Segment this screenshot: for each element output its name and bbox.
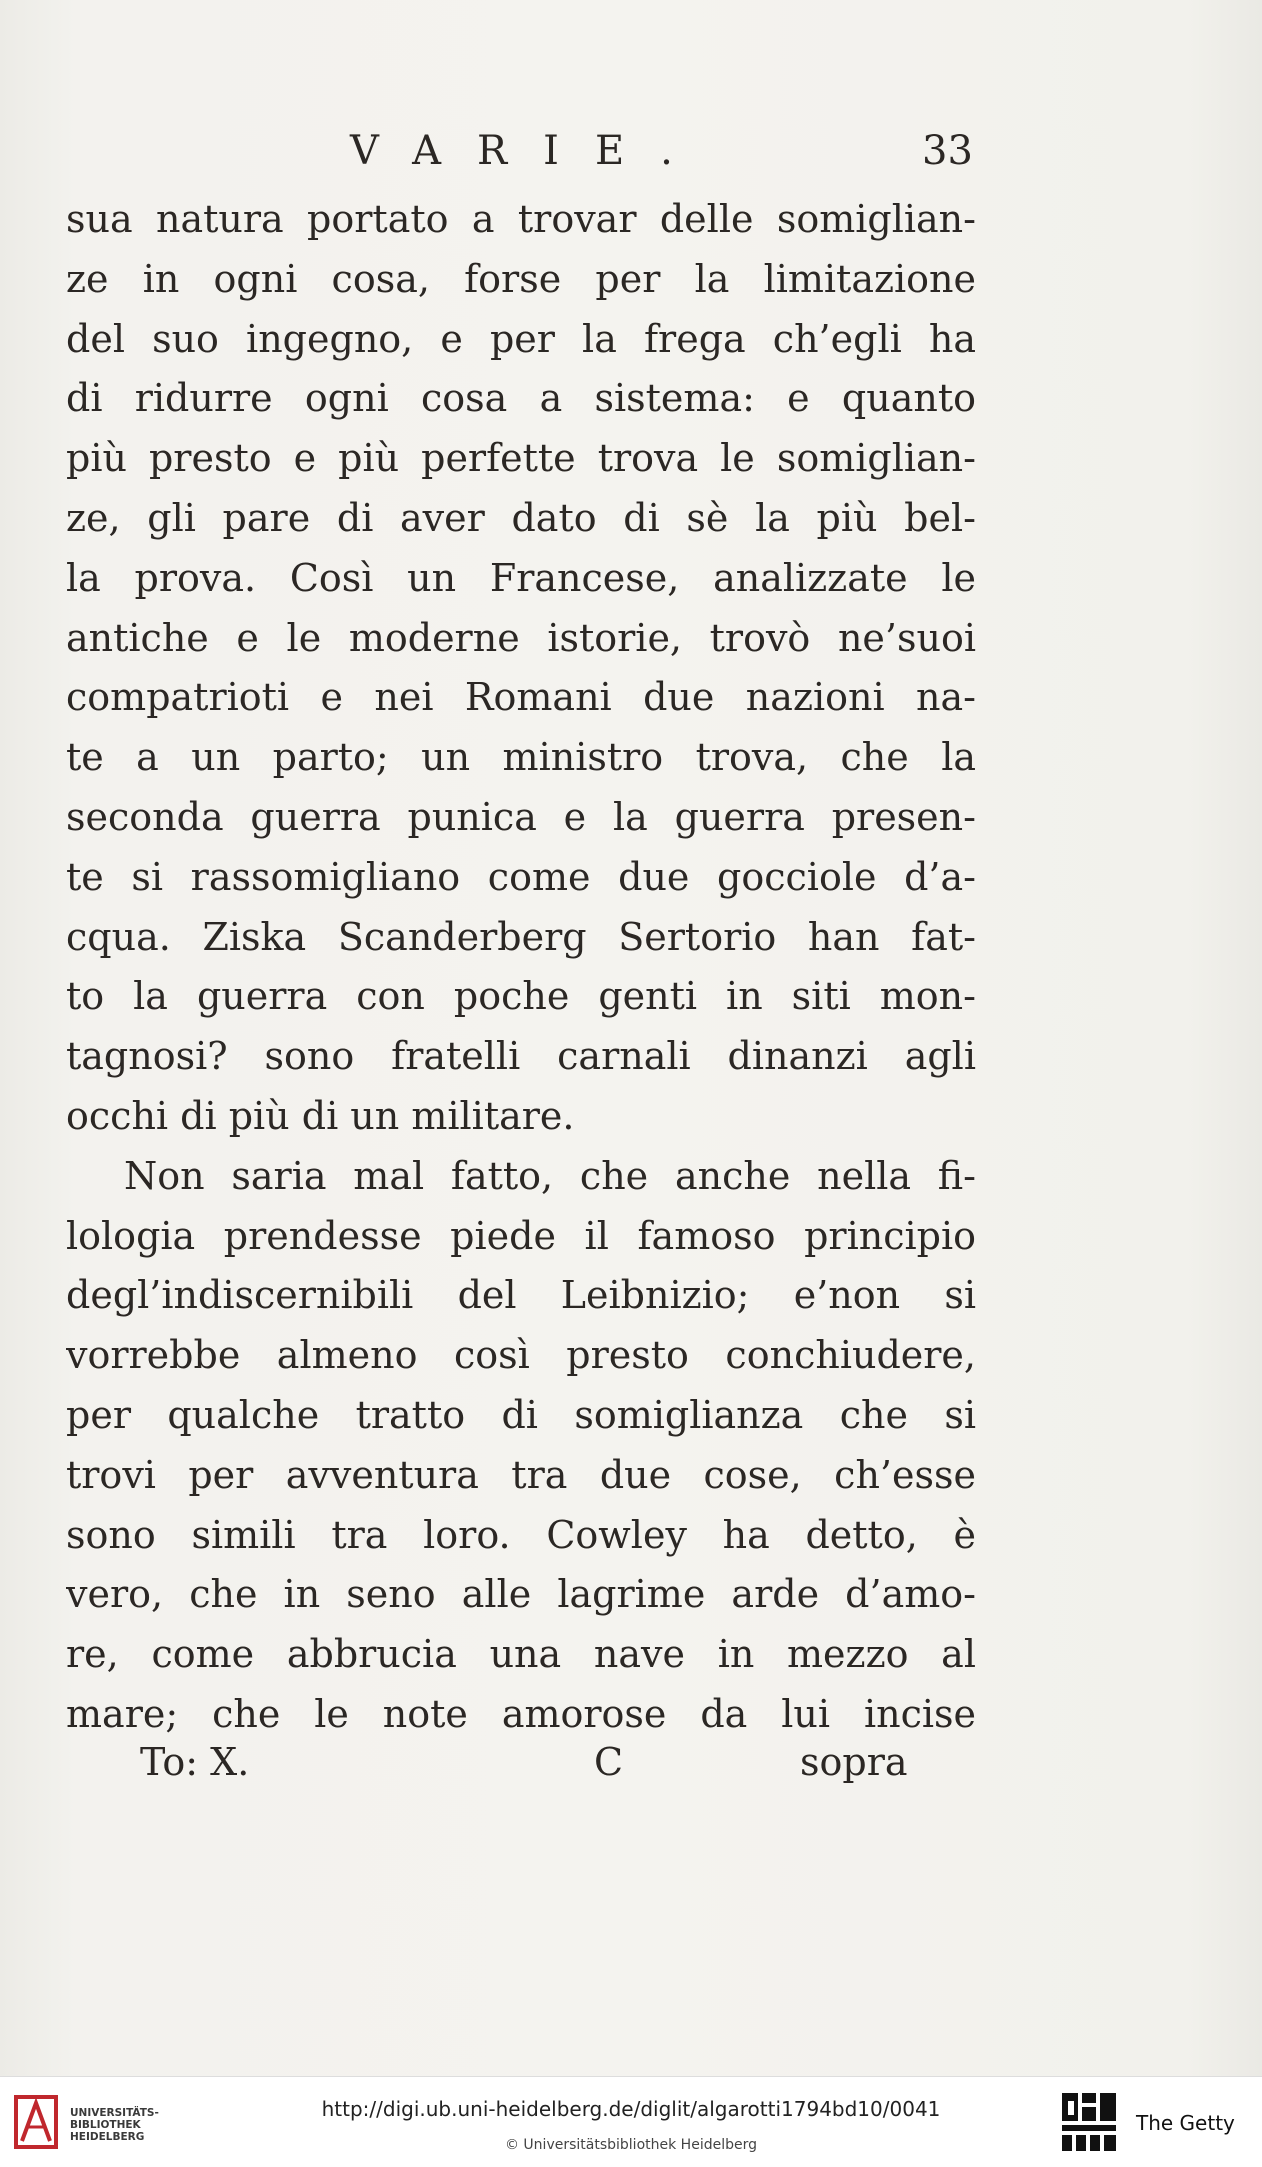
signature-mark: To: X. [140,1740,250,1784]
text-line: tagnosi? sono fratelli carnali dinanzi agli [66,1034,976,1079]
text-line: compatrioti e nei Romani due nazioni na- [66,675,976,720]
text-line: più presto e più perfette trova le somiglian- [66,436,976,481]
running-head [0,128,1262,188]
text-line: ze, gli pare di aver dato di sè la più bel- [66,495,976,540]
text-line: del suo ingegno, e per la frega ch’egli ha [66,316,976,361]
university-name-line: HEIDELBERG [70,2131,145,2143]
body-text [66,190,976,1745]
getty-name: The Getty [1136,2111,1235,2135]
text-line: to la guerra con poche genti in siti mon- [66,974,976,1019]
text-line: te a un parto; un ministro trova, che la [66,735,976,780]
text-line: trovi per avventura tra due cose, ch’esse [66,1452,976,1497]
university-name-line: BIBLIOTHEK [70,2119,141,2131]
text-line: ze in ogni cosa, forse per la limitazione [66,256,976,301]
text-line: per qualche tratto di somiglianza che si [66,1392,976,1437]
text-line: sua natura portato a trovar delle somiglian- [66,197,976,241]
text-line: la prova. Così un Francese, analizzate le [66,555,976,600]
permalink-url[interactable]: http://digi.ub.uni-heidelberg.de/diglit/algarotti1794bd10/0041 [321,2097,941,2121]
text-line: te si rassomigliano come due gocciole d’a- [66,854,976,899]
getty-mark-icon [1060,2089,1120,2153]
text-line: Non saria mal fatto, che anche nella fi- [124,1153,976,1198]
university-name-line: UNIVERSITÄTS- [70,2107,159,2119]
catchword: sopra [800,1740,908,1784]
text-line: mare; che le note amorose da lui incise [66,1691,976,1736]
running-title: VARIE. [350,128,709,174]
footer-bar [0,2076,1262,2167]
getty-logo [1060,2089,1256,2159]
text-line: antiche e le moderne istorie, trovò ne’suoi [66,615,976,660]
text-line: re, come abbrucia una nave in mezzo al [66,1632,976,1677]
text-line: lologia prendesse piede il famoso principio [66,1213,976,1258]
gathering-letter: C [594,1740,624,1784]
text-line: seconda guerra punica e la guerra presen- [66,794,976,839]
catchline [0,1740,1262,1800]
text-line: sono simili tra loro. Cowley ha detto, è [66,1512,976,1557]
text-line: occhi di più di un militare. [66,1093,575,1138]
text-line: vorrebbe almeno così presto conchiudere, [66,1333,976,1378]
page-number: 33 [922,128,973,174]
text-line: cqua. Ziska Scanderberg Sertorio han fat- [66,914,976,959]
copyright-notice: © Universitätsbibliothek Heidelberg [504,2137,757,2153]
text-line: vero, che in seno alle lagrime arde d’amo- [66,1572,976,1617]
text-line: di ridurre ogni cosa a sistema: e quanto [66,376,976,421]
text-line: degl’indiscernibili del Leibnizio; e’non si [66,1273,976,1318]
